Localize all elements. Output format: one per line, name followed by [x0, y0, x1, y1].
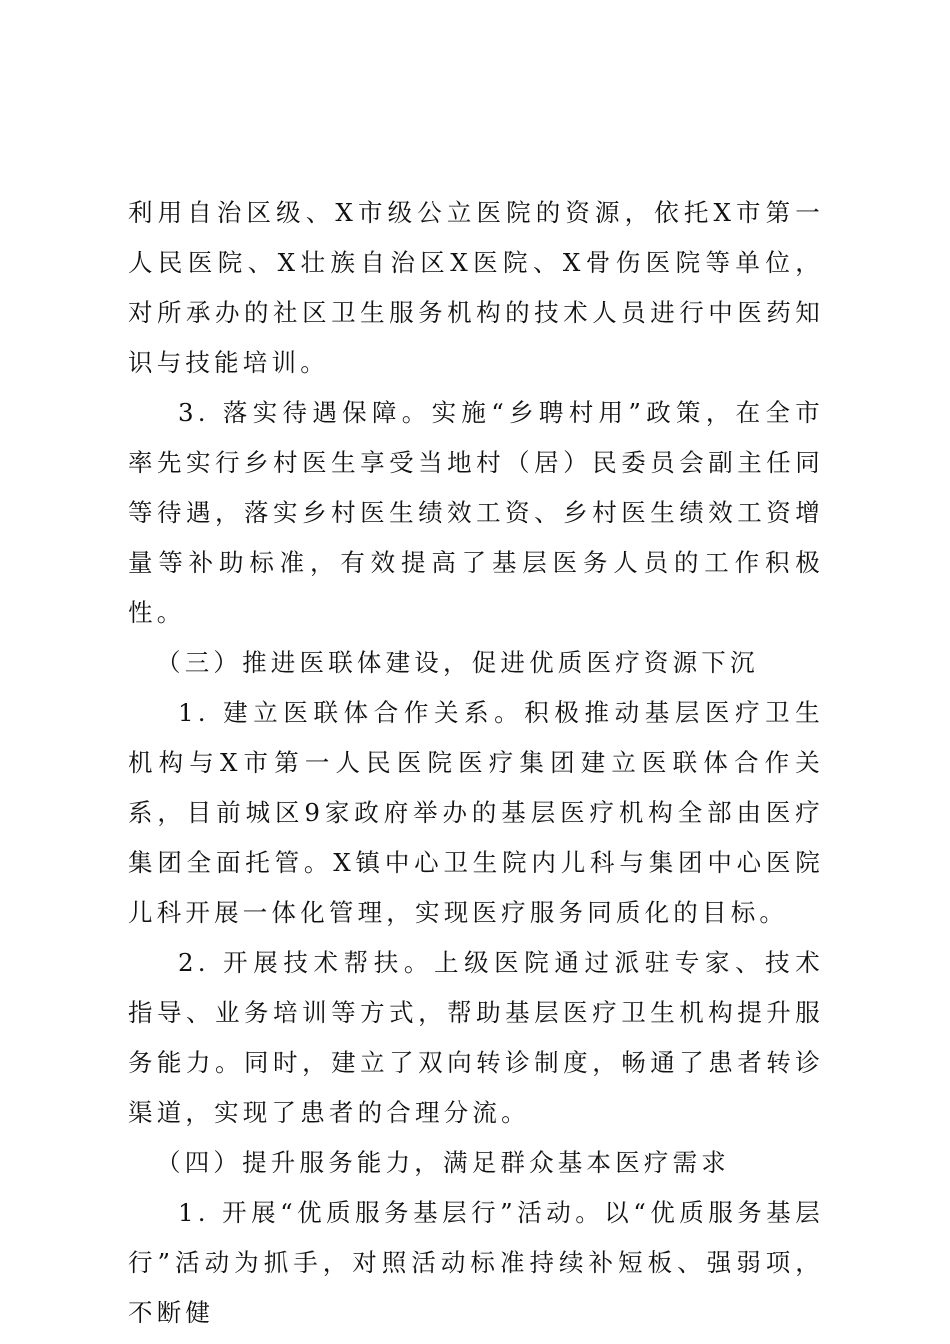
section-heading-3: （三）推进医联体建设，促进优质医疗资源下沉 [156, 648, 759, 677]
section-heading-4: （四）提升服务能力，满足群众基本医疗需求 [156, 1148, 730, 1177]
paragraph-quality-service: 1. 开展“优质服务基层行”活动。以“优质服务基层行”活动为抓手，对照活动标准持续补短板、强弱项，不断健 [128, 1198, 824, 1327]
document-page [128, 188, 824, 1338]
paragraph-training-continued: 利用自治区级、X市级公立医院的资源，依托X市第一人民医院、X壮族自治区X医院、X骨伤医院等单位，对所承办的社区卫生服务机构的技术人员进行中医药知识与技能培训。 [128, 198, 824, 377]
paragraph-treatment-guarantee: 3. 落实待遇保障。实施“乡聘村用”政策，在全市率先实行乡村医生享受当地村（居）民委员会副主任同等待遇，落实乡村医生绩效工资、乡村医生绩效工资增量等补助标准，有效提高了基层医务人员的工作积极性。 [128, 398, 824, 627]
paragraph-technical-assistance: 2. 开展技术帮扶。上级医院通过派驻专家、技术指导、业务培训等方式，帮助基层医疗卫生机构提升服务能力。同时，建立了双向转诊制度，畅通了患者转诊渠道，实现了患者的合理分流。 [128, 948, 824, 1127]
paragraph-medical-alliance: 1. 建立医联体合作关系。积极推动基层医疗卫生机构与X市第一人民医院医疗集团建立医联体合作关系，目前城区9家政府举办的基层医疗机构全部由医疗集团全面托管。X镇中心卫生院内儿科与集团中心医院儿科开展一体化管理，实现医疗服务同质化的目标。 [128, 698, 824, 927]
